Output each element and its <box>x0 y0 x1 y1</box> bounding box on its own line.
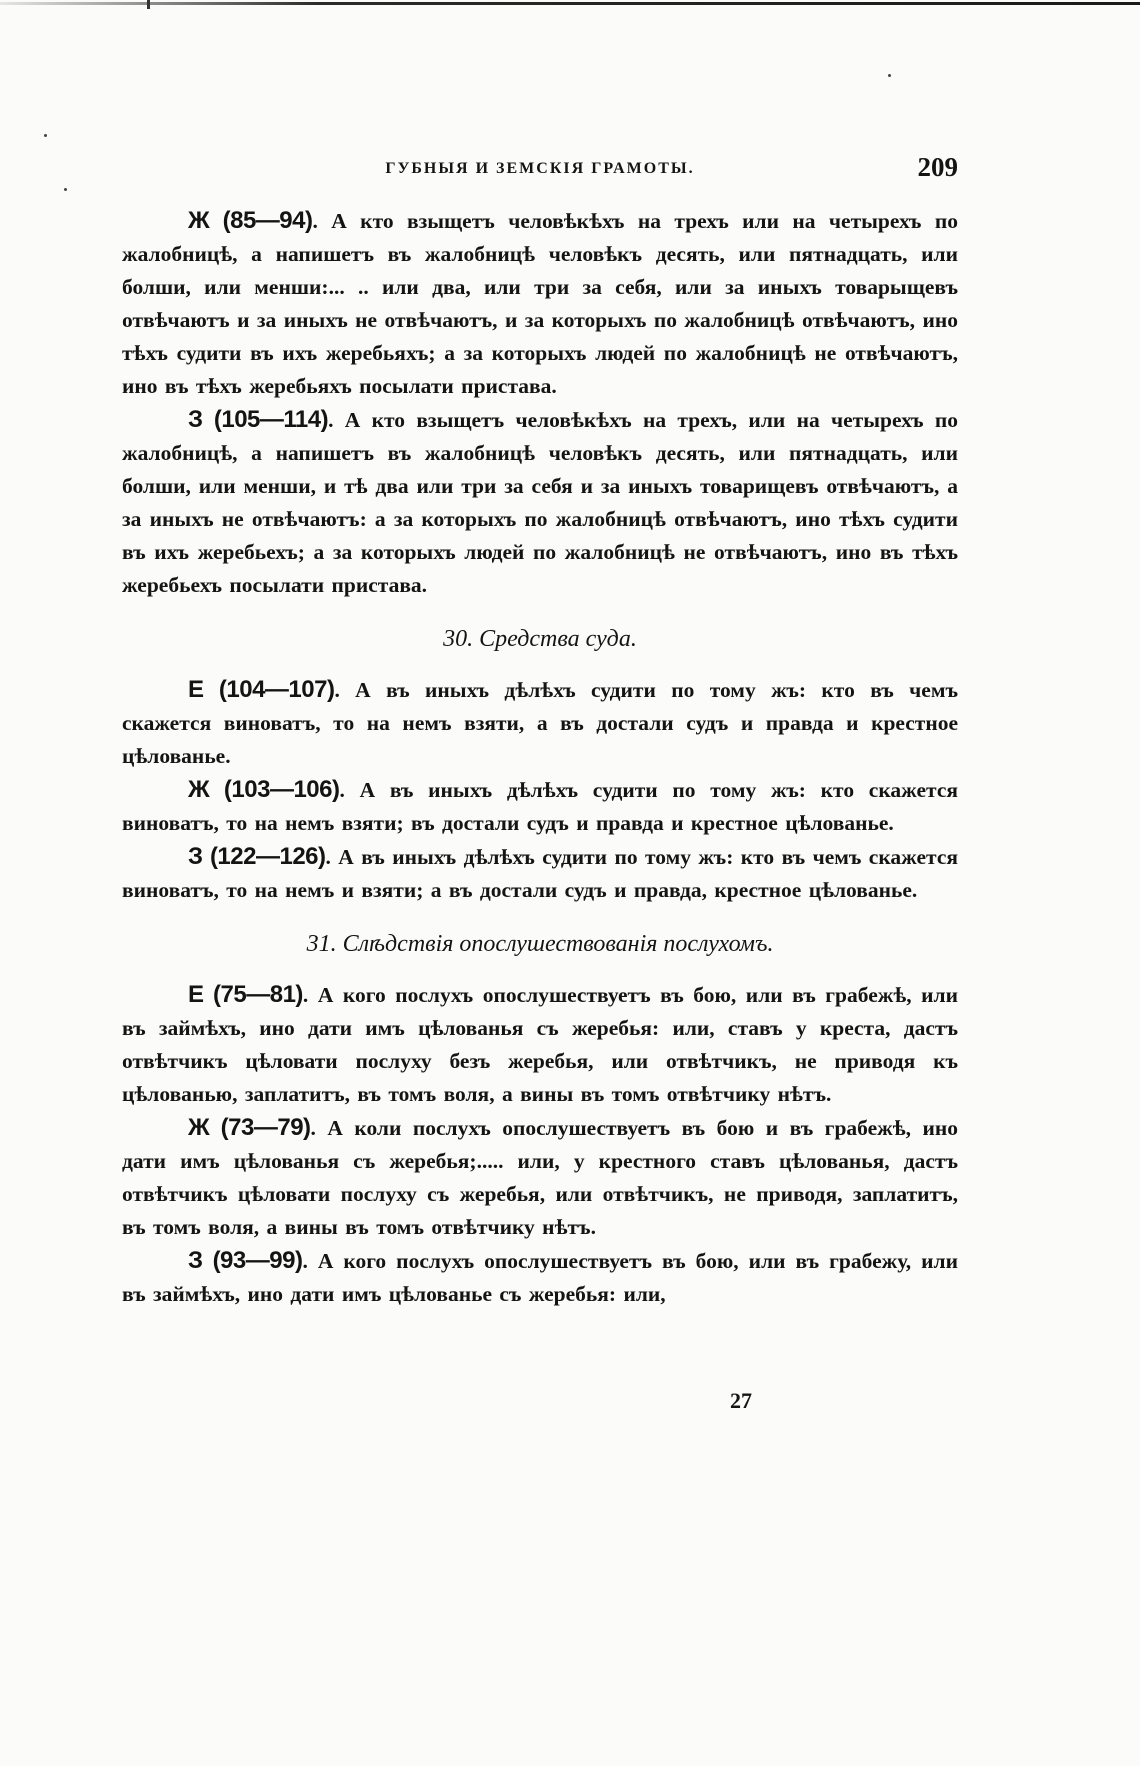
paragraph-reference: (105—114) <box>213 406 329 433</box>
paragraph-siglum: З <box>188 843 203 870</box>
paragraph-siglum: Ж <box>188 207 210 234</box>
paragraph-reference: (75—81) <box>213 981 303 1008</box>
paragraph-reference: (73—79) <box>220 1114 311 1141</box>
paragraph-e-75-81 <box>122 978 958 1111</box>
paragraph-e-104-107 <box>122 673 958 773</box>
paragraph-zh-103-106 <box>122 773 958 840</box>
paragraph-zh-73-79 <box>122 1111 958 1244</box>
top-edge-mark <box>147 0 150 9</box>
paragraph-text: . А кто взыщетъ человѣкѣхъ на трехъ или на четырехъ по жалобницѣ, а напишетъ въ жалобницѣ человѣкъ десять, или пятнадцать, или болши, или менши:... .. или два, или три за себя, или за иныхъ товарыщевъ отвѣчаютъ и за иныхъ не отвѣчаютъ, и за которыхъ по жалобницѣ отвѣчаютъ, ино тѣхъ судити въ ихъ жеребьяхъ; а за которыхъ людей по жалобницѣ не отвѣчаютъ, ино въ тѣхъ жеребьяхъ посылати пристава. <box>122 209 958 398</box>
section-heading-31: 31. Слѣдствія опослушествованія послухомъ. <box>306 931 774 957</box>
paragraph-z-122-126 <box>122 840 958 907</box>
paragraph-siglum: З <box>188 1247 203 1274</box>
section-heading-30: 30. Средства суда. <box>443 626 637 652</box>
page-header <box>122 148 958 188</box>
paragraph-siglum: Ж <box>188 776 210 803</box>
paragraph-siglum: З <box>188 406 203 433</box>
paragraph-text: . А кого послухъ опослушествуетъ въ бою, или въ грабежу, или въ займѣхъ, ино дати имъ цѣлованье съ жеребья: или, <box>122 1249 959 1306</box>
paragraph-z-93-99 <box>122 1244 958 1311</box>
paragraph-siglum: Ж <box>188 1114 210 1141</box>
paragraph-text: . А въ иныхъ дѣлѣхъ судити по тому жъ: кто въ чемъ скажется виноватъ, то на немъ и взяти; а въ достали судъ и правда, крестное цѣлованье. <box>122 845 959 902</box>
paper-speck <box>64 188 67 191</box>
paragraph-siglum: Е <box>188 981 204 1008</box>
page-number: 209 <box>917 152 958 182</box>
paragraph-reference: (85—94) <box>222 207 313 234</box>
paragraph-reference: (93—99) <box>212 1247 303 1274</box>
paragraph-text: . А въ иныхъ дѣлѣхъ судити по тому жъ: кто скажется виноватъ, то на немъ взяти; въ достали судъ и правда и крестное цѣлованье. <box>122 778 958 835</box>
paragraph-reference: (104—107) <box>218 676 335 703</box>
running-title: ГУБНЫЯ И ЗЕМСКІЯ ГРАМОТЫ. <box>385 160 695 177</box>
signature-mark: 27 <box>730 1388 752 1413</box>
paragraph-text: . А въ иныхъ дѣлѣхъ судити по тому жъ: кто въ чемъ скажется виноватъ, то на немъ взяти, а въ достали судъ и правда и крестное цѣлованье. <box>122 678 959 768</box>
paper-speck <box>888 74 891 77</box>
paragraph-z-105-114 <box>122 403 958 602</box>
paragraph-text: . А кого послухъ опослушествуетъ въ бою, или въ грабежѣ, или въ займѣхъ, ино дати имъ цѣлованья съ жеребья: или, ставъ у креста, дастъ отвѣтчикъ цѣловати послуху безъ жеребья, или отвѣтчикъ, не приводя къ цѣлованью, заплатитъ, въ томъ воля, а вины въ томъ отвѣтчику нѣтъ. <box>122 983 958 1106</box>
paragraph-reference: (122—126) <box>209 843 326 870</box>
paper-speck <box>44 134 47 137</box>
paragraph-zh-85-94 <box>122 204 958 403</box>
paragraph-reference: (103—106) <box>223 776 340 803</box>
paragraph-text: . А кто взыщетъ человѣкѣхъ на трехъ, или на четырехъ по жалобницѣ, а напишетъ въ жалобницѣ человѣкъ десять, или пятнадцать, или болши, или менши, и тѣ два или три за себя и за иныхъ товарищевъ отвѣчаютъ, а за иныхъ не отвѣчаютъ: а за которыхъ по жалобницѣ отвѣчаютъ, ино тѣхъ судити въ ихъ жеребьехъ; а за которыхъ людей по жалобницѣ не отвѣчаютъ, ино въ тѣхъ жеребьехъ посылати пристава. <box>122 408 958 597</box>
page-body <box>122 148 958 1311</box>
paragraph-siglum: Е <box>188 676 204 703</box>
top-edge-line <box>0 2 1140 5</box>
paragraph-text: . А коли послухъ опослушествуетъ въ бою и въ грабежѣ, ино дати имъ цѣлованья съ жеребья;..... или, у крестного ставъ цѣлованья, дастъ отвѣтчикъ цѣловати послуху съ жеребья, или отвѣтчикъ, не приводя, заплатитъ, въ томъ воля, а вины въ томъ отвѣтчику нѣтъ. <box>122 1116 959 1239</box>
